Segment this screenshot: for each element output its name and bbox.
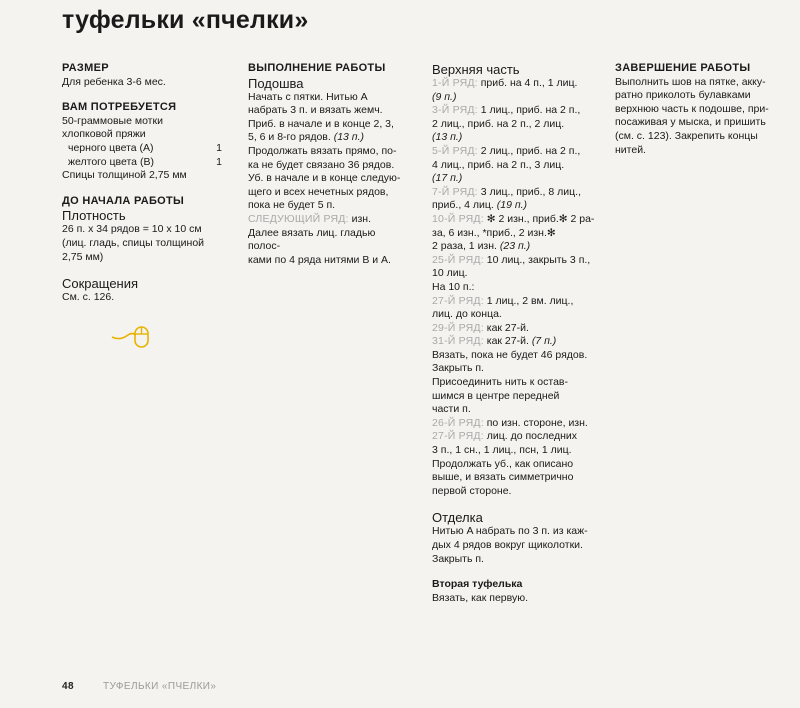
text-line: за, 6 изн., *приб., 2 изн.✻ [432,226,556,239]
needles-text: Спицы толщиной 2,75 мм [62,169,187,182]
mouse-pointer-icon [110,317,152,351]
text-line: щего и всех нечетных рядов, [248,185,389,198]
text-line: лиц. до конца. [432,308,502,321]
column-materials [62,62,222,305]
text-line: 3 п., 1 сн., 1 лиц., псн, 1 лиц. [432,444,572,457]
materials-line: хлопковой пряжи [62,128,146,141]
abbreviations-text: См. с. 126. [62,291,115,304]
text-line: верхнюю часть к подошве, при- [615,102,769,115]
text-line: (см. с. 123). Закрепить концы [615,129,758,142]
row-label: 26-Й РЯД: [432,416,484,429]
text-line [432,104,602,118]
text: ✻ 2 изн., приб.✻ 2 ра- [486,212,595,225]
text-line: шимся в центре передней [432,389,560,402]
sole-heading: Подошва [248,75,304,91]
row-label: 29-Й РЯД: [432,321,484,334]
text-line [432,254,602,268]
text-line: 4 лиц., приб. на 2 п., 3 лиц. [432,158,565,171]
text: 1 лиц., 2 вм. лиц., [486,294,574,307]
text: по изн. стороне, изн. [486,416,588,429]
stitch-count: (9 п.) [432,90,457,103]
stitch-count: (17 п.) [432,172,463,185]
text-line: Нитью A набрать по 3 п. из каж- [432,525,588,538]
density-heading: Плотность [62,208,126,224]
yarn-label: желтого цвета (B) [68,155,154,168]
text: приб. на 4 п., 1 лиц. [480,77,578,89]
text-line: посаживая у мыска, и пришить [615,116,766,129]
text: 2 раза, 1 изн. [432,240,497,253]
running-title: ТУФЕЛЬКИ «ПЧЕЛКИ» [103,681,217,692]
text-line: набрать 3 п. и вязать жемч. [248,104,383,117]
stitch-count: (19 п.) [496,199,528,212]
materials-heading: ВАМ ПОТРЕБУЕТСЯ [62,101,177,114]
text: лиц. до последних [486,430,578,443]
text-line: Далее вязать лиц. гладью полос- [248,226,376,253]
row-label: 25-Й РЯД: [432,253,484,266]
text-line: дых 4 рядов вокруг щиколотки. [432,539,583,551]
text-line: ка не будет связано 36 рядов. [248,158,395,171]
text-line: части п. [432,403,471,416]
text-line: Закрыть п. [432,362,484,375]
abbreviations-heading: Сокращения [62,276,139,292]
yarn-qty: 1 [216,155,222,168]
text-line: На 10 п.: [432,280,475,293]
second-slipper-heading: Вторая туфелька [432,578,523,591]
row-label: 27-Й РЯД: [432,294,484,307]
column-upper [432,62,602,605]
page-title: туфельки «пчелки» [62,6,309,34]
row-label: 5-Й РЯД: [432,144,478,157]
yarn-qty: 1 [216,141,222,154]
row-label: СЛЕДУЮЩИЙ РЯД: [248,212,349,225]
text-line: ратно приколоть булавками [615,89,751,102]
text-line [248,213,408,227]
density-line: 2,75 мм) [62,250,104,263]
text-line [432,322,602,336]
text-line: Присоединить нить к остав- [432,376,568,389]
text-line [432,240,602,254]
text: приб., 4 лиц. [432,199,494,212]
text: 3 лиц., приб., 8 лиц., [480,185,581,198]
row-label: 31-Й РЯД: [432,335,484,348]
stitch-count: (7 п.) [531,335,557,348]
yarn-row [62,156,222,170]
text-line: Выполнить шов на пятке, акку- [615,75,766,88]
row-label: 27-Й РЯД: [432,430,484,443]
text: изн. [351,212,372,225]
text-line [432,417,602,431]
text: как 27-й. [486,335,529,348]
text-line: Вязать, пока не будет 46 рядов. [432,348,588,361]
text-line [432,77,602,91]
text: 5, 6 и 8-го рядов. [248,131,331,144]
work-heading: ВЫПОЛНЕНИЕ РАБОТЫ [248,62,386,74]
text-line: Уб. в начале и в конце следую- [248,172,401,185]
row-label: 3-Й РЯД: [432,104,478,117]
density-line: 26 п. x 34 рядов = 10 x 10 см [62,223,202,236]
row-label: 1-Й РЯД: [432,77,478,89]
column-work [248,62,408,267]
text-line [432,295,602,309]
row-label: 7-Й РЯД: [432,185,478,198]
text-line: Закрыть п. [432,552,484,565]
text-line [432,199,602,213]
text-line: нитей. [615,143,646,156]
text-line: Вязать, как первую. [432,591,529,604]
density-line: (лиц. гладь, спицы толщиной [62,236,205,249]
text-line [432,335,602,349]
row-label: 10-Й РЯД: [432,212,484,225]
text-line: 10 лиц. [432,267,468,280]
text-line: Приб. в начале и в конце 2, 3, [248,117,394,130]
text-line: Продолжать вязать прямо, по- [248,144,397,157]
upper-heading: Верхняя часть [432,62,520,77]
size-heading: РАЗМЕР [62,62,109,74]
text: 2 лиц., приб. на 2 п., [480,144,581,157]
stitch-count: (13 п.) [333,131,364,144]
materials-line: 50-граммовые мотки [62,114,163,127]
text: 1 лиц., приб. на 2 п., [480,104,581,117]
text-line [432,213,602,227]
yarn-row [62,142,222,156]
stitch-count: (13 п.) [432,131,463,144]
text-line: выше, и вязать симметрично [432,471,574,484]
text-line: Продолжать уб., как описано [432,457,574,470]
stitch-count: (23 п.) [499,240,531,253]
text: 10 лиц., закрыть 3 п., [486,253,591,266]
text-line: Начать с пятки. Нитью A [248,90,368,103]
finishing-work-heading: ЗАВЕРШЕНИЕ РАБОТЫ [615,62,751,74]
before-heading: ДО НАЧАЛА РАБОТЫ [62,194,185,207]
text-line: ками по 4 ряда нитями B и A. [248,253,391,266]
yarn-label: черного цвета (A) [68,141,154,154]
size-text: Для ребенка 3-6 мес. [62,75,166,88]
text-line [432,430,602,444]
text-line [248,131,408,145]
text-line [432,186,602,200]
text: как 27-й. [486,321,529,334]
text-line [432,145,602,159]
text-line: первой стороне. [432,484,512,497]
text-line: 2 лиц., приб. на 2 п., 2 лиц. [432,117,565,130]
column-finishing [615,62,775,157]
finishing-heading: Отделка [432,510,483,526]
page-number: 48 [62,681,74,692]
text-line: пока не будет 5 п. [248,199,336,212]
